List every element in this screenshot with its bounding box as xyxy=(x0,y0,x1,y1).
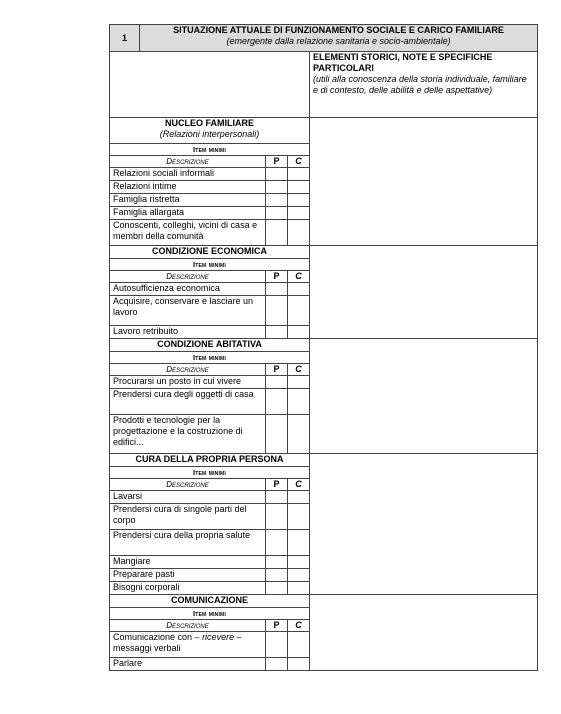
p-column-header: P xyxy=(266,364,288,376)
section-title: CONDIZIONE ABITATIVA xyxy=(157,339,262,349)
c-cell[interactable] xyxy=(288,569,310,582)
p-column-header: P xyxy=(266,271,288,283)
item-text-emphasis: ricevere xyxy=(202,632,235,642)
form-title-cell xyxy=(140,25,538,52)
p-cell[interactable] xyxy=(266,296,288,326)
c-cell[interactable] xyxy=(288,632,310,658)
c-column-header: C xyxy=(288,479,310,491)
item-description: Lavarsi xyxy=(110,491,266,504)
c-cell[interactable] xyxy=(288,296,310,326)
description-header: Descrizione xyxy=(110,620,266,632)
section-subtitle: (Relazioni interpersonali) xyxy=(159,129,260,139)
c-cell[interactable] xyxy=(288,504,310,530)
c-cell[interactable] xyxy=(288,658,310,671)
notes-cell[interactable] xyxy=(310,118,538,246)
form-header-row xyxy=(110,25,538,52)
item-description: Lavoro retribuito xyxy=(110,326,266,339)
item-minimi-label: Item minimi xyxy=(110,608,310,620)
section-title: NUCLEO FAMILIARE xyxy=(165,118,254,128)
item-description: Procurarsi un posto in cui vivere xyxy=(110,376,266,389)
p-cell[interactable] xyxy=(266,283,288,296)
notes-cell[interactable] xyxy=(310,339,538,454)
c-cell[interactable] xyxy=(288,207,310,220)
p-cell[interactable] xyxy=(266,326,288,339)
section-title: CURA DELLA PROPRIA PERSONA xyxy=(135,454,284,464)
notes-cell[interactable] xyxy=(310,246,538,339)
c-cell[interactable] xyxy=(288,415,310,454)
p-column-header: P xyxy=(266,620,288,632)
c-cell[interactable] xyxy=(288,530,310,556)
p-cell[interactable] xyxy=(266,389,288,415)
item-text: – messaggi verbali xyxy=(113,632,242,653)
notes-cell[interactable] xyxy=(310,595,538,671)
section-number: 1 xyxy=(110,25,140,52)
item-minimi-label: Item minimi xyxy=(110,467,310,479)
c-cell[interactable] xyxy=(288,556,310,569)
c-cell[interactable] xyxy=(288,194,310,207)
section-title-row xyxy=(110,118,538,144)
section-title-row xyxy=(110,246,538,259)
item-description: Parlare xyxy=(110,658,266,671)
p-cell[interactable] xyxy=(266,658,288,671)
description-header: Descrizione xyxy=(110,364,266,376)
item-description: Famiglia ristretta xyxy=(110,194,266,207)
notes-cell[interactable] xyxy=(310,454,538,595)
item-description: Bisogni corporali xyxy=(110,582,266,595)
blank-header-cell xyxy=(110,52,310,118)
item-description: Prendersi cura della propria salute xyxy=(110,530,266,556)
c-column-header: C xyxy=(288,620,310,632)
form-subtitle: (emergente dalla relazione sanitaria e socio-ambientale) xyxy=(226,36,451,46)
item-description: Prendersi cura di singole parti del corpo xyxy=(110,504,266,530)
item-description: Acquisire, conservare e lasciare un lavoro xyxy=(110,296,266,326)
p-cell[interactable] xyxy=(266,194,288,207)
p-cell[interactable] xyxy=(266,491,288,504)
notes-header-row xyxy=(110,52,538,118)
functioning-form-table xyxy=(109,24,538,671)
p-cell[interactable] xyxy=(266,632,288,658)
description-header: Descrizione xyxy=(110,156,266,168)
item-minimi-label: Item minimi xyxy=(110,352,310,364)
item-description: Prodotti e tecnologie per la progettazione e la costruzione di edifici... xyxy=(110,415,266,454)
item-minimi-label: Item minimi xyxy=(110,144,310,156)
description-header: Descrizione xyxy=(110,479,266,491)
p-cell[interactable] xyxy=(266,504,288,530)
section-title-row xyxy=(110,595,538,608)
section-title-cell xyxy=(110,339,310,352)
description-header: Descrizione xyxy=(110,271,266,283)
section-title-row xyxy=(110,454,538,467)
section-title: CONDIZIONE ECONOMICA xyxy=(151,246,267,256)
section-title-cell xyxy=(110,595,310,608)
p-cell[interactable] xyxy=(266,530,288,556)
notes-title: ELEMENTI STORICI, NOTE E SPECIFICHE PARTICOLARI xyxy=(313,52,493,73)
p-cell[interactable] xyxy=(266,181,288,194)
c-cell[interactable] xyxy=(288,491,310,504)
c-cell[interactable] xyxy=(288,389,310,415)
p-cell[interactable] xyxy=(266,582,288,595)
c-cell[interactable] xyxy=(288,582,310,595)
section-title-cell xyxy=(110,118,310,144)
item-description: Relazioni intime xyxy=(110,181,266,194)
section-title: COMUNICAZIONE xyxy=(171,595,248,605)
section-title-cell xyxy=(110,454,310,467)
p-cell[interactable] xyxy=(266,168,288,181)
item-description: Relazioni sociali informali xyxy=(110,168,266,181)
form-title: SITUAZIONE ATTUALE DI FUNZIONAMENTO SOCIALE E CARICO FAMILIARE xyxy=(173,25,504,35)
item-description: Autosufficienza economica xyxy=(110,283,266,296)
item-description: Prendersi cura degli oggetti di casa xyxy=(110,389,266,415)
item-minimi-label: Item minimi xyxy=(110,259,310,271)
item-description: Mangiare xyxy=(110,556,266,569)
item-description: Conoscenti, colleghi, vicini di casa e membri della comunità xyxy=(110,220,266,246)
item-description xyxy=(110,632,266,658)
item-text: Comunicazione con – xyxy=(113,632,203,642)
c-cell[interactable] xyxy=(288,220,310,246)
notes-subtitle: (utili alla conoscenza della storia individuale, familiare e di contesto, delle abilità e delle aspettative) xyxy=(313,74,527,95)
p-cell[interactable] xyxy=(266,207,288,220)
p-cell[interactable] xyxy=(266,556,288,569)
c-column-header: C xyxy=(288,271,310,283)
c-cell[interactable] xyxy=(288,326,310,339)
p-cell[interactable] xyxy=(266,569,288,582)
p-cell[interactable] xyxy=(266,376,288,389)
p-cell[interactable] xyxy=(266,220,288,246)
section-title-row xyxy=(110,339,538,352)
p-column-header: P xyxy=(266,156,288,168)
section-title-cell xyxy=(110,246,310,259)
c-column-header: C xyxy=(288,364,310,376)
item-description: Preparare pasti xyxy=(110,569,266,582)
c-cell[interactable] xyxy=(288,283,310,296)
notes-header-cell xyxy=(310,52,538,118)
p-cell[interactable] xyxy=(266,415,288,454)
c-cell[interactable] xyxy=(288,168,310,181)
c-cell[interactable] xyxy=(288,376,310,389)
c-column-header: C xyxy=(288,156,310,168)
c-cell[interactable] xyxy=(288,181,310,194)
item-description: Famiglia allargata xyxy=(110,207,266,220)
p-column-header: P xyxy=(266,479,288,491)
